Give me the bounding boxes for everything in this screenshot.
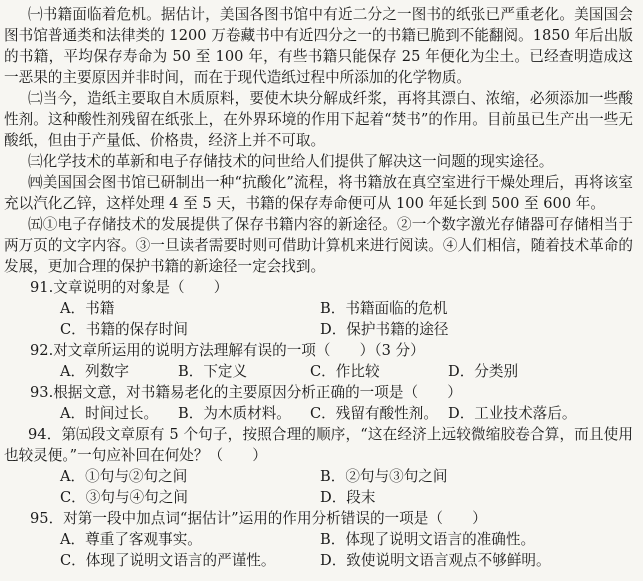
option-a: A．尊重了客观事实。 (60, 531, 202, 548)
option-c: C．作比较 (310, 363, 380, 380)
option-d: D．段末 (320, 489, 376, 506)
passage-paragraph-5: ㈤①电子存储技术的发展提供了保存书籍内容的新途径。②一个数字激光存储器可存储相当于两万页的文字内容。③一旦读者需要时则可借助计算机来进行阅读。④人们相信，随着技术革命的发展，更加合理的保护书籍的新途径一定会找到。 (4, 216, 633, 275)
option-c: C．残留有酸性剂。 (310, 405, 438, 422)
passage-paragraph-2: ㈡当今，造纸主要取自木质原料，要使木块分解成纤浆，再将其漂白、浓缩，必须添加一些酸性剂。这种酸性剂残留在纸张上，在外界环境的作用下起着“焚书”的作用。目前虽已生产出一些无酸纸，但由于产量低、价格贵，经济上并不可取。 (4, 90, 633, 149)
option-c: C．③句与④句之间 (60, 489, 188, 506)
passage-paragraph-4: ㈣美国国会图书馆已研制出一种“抗酸化”流程，将书籍放在真空室进行干燥处理后，再将该室充以汽化乙锌，这样处理 4 至 5 天，书籍的保存寿命便可从 100 年延长到 500 至 600 年。 (4, 174, 633, 212)
question-stem: 93.根据文意，对书籍易老化的主要原因分析正确的一项是（ ） (30, 384, 462, 401)
option-c: C．体现了说明文语言的严谨性。 (60, 552, 276, 569)
question-stem: 91.文章说明的对象是（ ） (30, 279, 229, 296)
option-b: B．为木质材料。 (178, 405, 291, 422)
option-b: B．下定义 (178, 363, 248, 380)
option-d: D．保护书籍的途径 (320, 321, 449, 338)
passage-paragraph-3: ㈢化学技术的革新和电子存储技术的问世给人们提供了解决这一问题的现实途径。 (28, 153, 554, 170)
question-stem: 95．对第一段中加点词“据估计”运用的作用分析错误的一项是（ ） (30, 510, 487, 527)
option-b: B．体现了说明文语言的准确性。 (320, 531, 536, 548)
question-92 (4, 340, 633, 382)
option-d: D．致使说明文语言观点不够鲜明。 (320, 552, 551, 569)
option-a: A．时间过长。 (60, 405, 159, 422)
question-95 (4, 508, 633, 571)
question-options (4, 403, 633, 424)
option-c: C．书籍的保存时间 (60, 321, 188, 338)
question-stem: 92.对文章所运用的说明方法理解有误的一项（ ）（3 分） (30, 342, 425, 359)
option-b: B．②句与③句之间 (320, 468, 448, 485)
question-options (4, 298, 633, 340)
option-a: A．①句与②句之间 (60, 468, 188, 485)
question-94 (4, 424, 633, 508)
question-options (4, 361, 633, 382)
passage-paragraph-1: ㈠书籍面临着危机。据估计，美国各图书馆中有近二分之一图书的纸张已严重老化。美国国会图书馆普通类和法律类的 1200 万卷藏书中有近四分之一的书籍已脆到不能翻阅。1850 年后出版的书籍，平均保存寿命为 50 至 100 年，有些书籍只能保存 25 年便化为尘土。已经查明造成这一恶果的主要原因并非时间，而在于现代造纸过程中所添加的化学物质。 (4, 6, 633, 86)
option-a: A．列数字 (60, 363, 129, 380)
option-d: D．分类别 (448, 363, 519, 380)
question-stem: 94．第㈤段文章原有 5 个句子，按照合理的顺序，“这在经济上远较微缩胶卷合算，而且使用也较灵便。”一句应补回在何处？（ ） (4, 426, 633, 464)
question-93 (4, 382, 633, 424)
question-91 (4, 277, 633, 340)
question-options (4, 466, 633, 508)
option-b: B．书籍面临的危机 (320, 300, 448, 317)
option-a: A．书籍 (60, 300, 115, 317)
option-d: D．工业技术落后。 (448, 405, 577, 422)
question-options (4, 529, 633, 571)
